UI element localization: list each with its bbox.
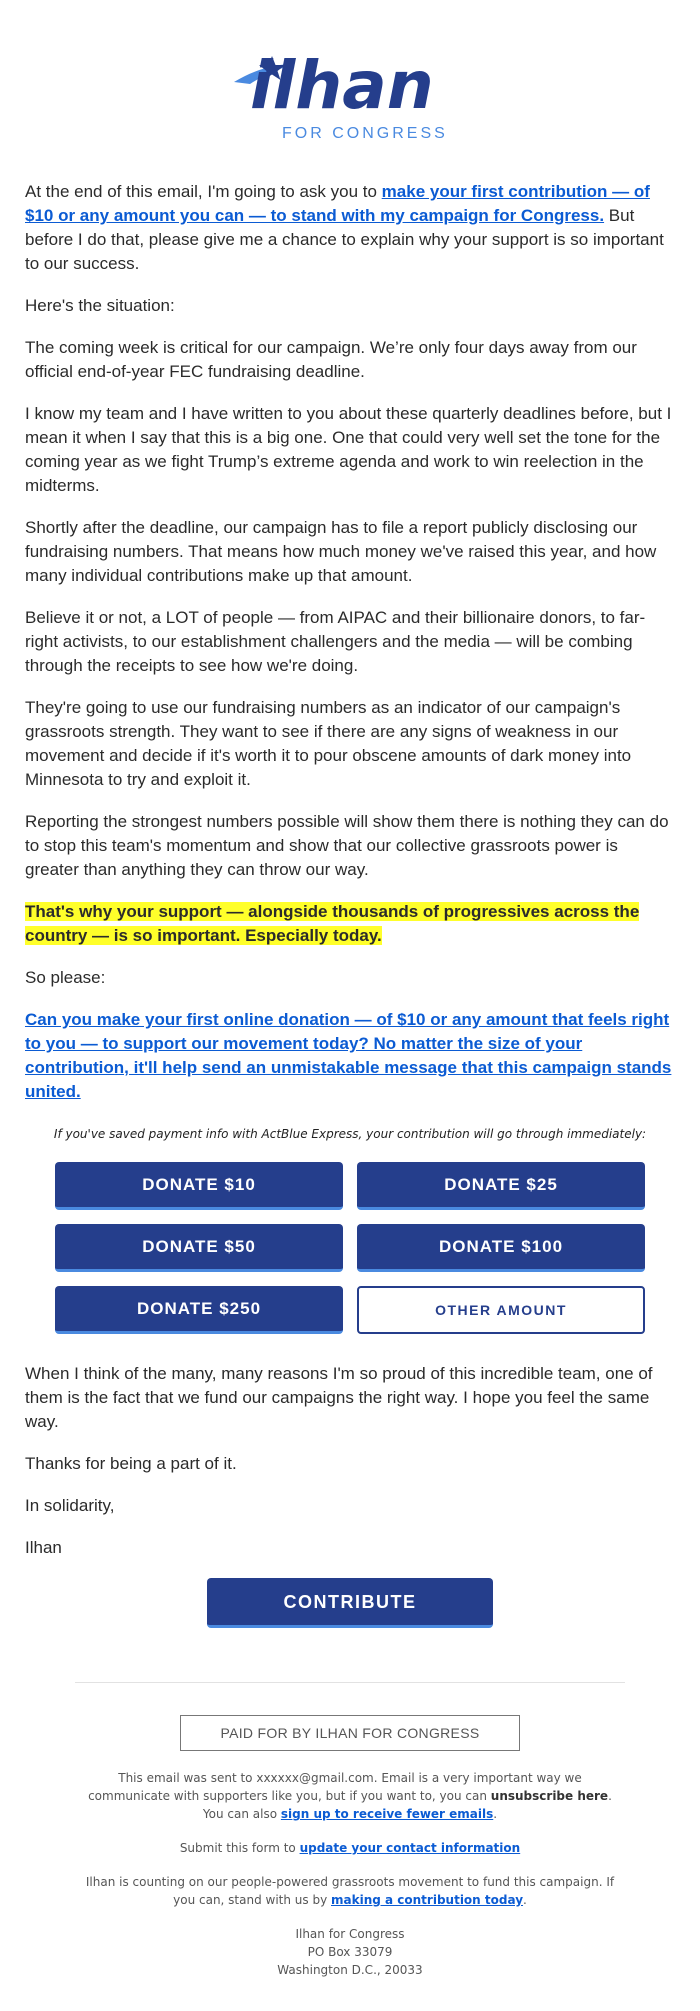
- donate-25-button[interactable]: DONATE $25: [357, 1162, 645, 1210]
- email-footer: [80, 1769, 620, 1979]
- so-please-paragraph: So please:: [25, 968, 106, 987]
- ask-paragraph: [25, 1008, 675, 1104]
- proud-paragraph: When I think of the many, many reasons I'm so proud of this incredible team, one of them is the fact that we fund our campaigns the right way. I hope you feel the same way.: [25, 1364, 653, 1431]
- svg-text:ilhan: ilhan: [250, 50, 434, 124]
- ilhan-logo-icon: [232, 50, 468, 142]
- address-line-1: Ilhan for Congress: [295, 1927, 405, 1941]
- situation-paragraph: Here's the situation:: [25, 296, 175, 315]
- make-contribution-link[interactable]: making a contribution today: [331, 1893, 524, 1907]
- donate-button-grid: [55, 1162, 645, 1334]
- sent-to-paragraph: This email was sent to xxxxxx@gmail.com. Email is a very important way we communicate with supporters like you, but if you want to, you can unsubscribe here. You can also sign up to receive fewer emails.: [88, 1771, 612, 1821]
- highlight-paragraph: That's why your support — alongside thousands of progressives across the country — is so important. Especially today.: [25, 902, 640, 945]
- intro-paragraph: At the end of this email, I'm going to ask you to make your first contribution — of $10 or any amount you can — to stand with my campaign for Congress. But before I do that, please give me a chance to explain why your support is so important to our success.: [25, 182, 664, 273]
- paid-for-box: PAID FOR BY ILHAN FOR CONGRESS: [180, 1715, 520, 1751]
- first-donation-link[interactable]: Can you make your first online donation — of $10 or any amount that feels right to you — to support our movement today? No matter the size of your contribution, it'll help send an unmistakable message that this campaign stands united.: [25, 1010, 672, 1101]
- donate-50-button[interactable]: DONATE $50: [55, 1224, 343, 1272]
- donate-100-button[interactable]: DONATE $100: [357, 1224, 645, 1272]
- other-amount-button[interactable]: OTHER AMOUNT: [357, 1286, 645, 1334]
- recipient-email: xxxxxx@gmail.com: [256, 1771, 374, 1785]
- update-info-paragraph: Submit this form to update your contact information: [179, 1841, 521, 1855]
- thanks-paragraph: Thanks for being a part of it.: [25, 1454, 237, 1473]
- signature: Ilhan: [25, 1538, 62, 1557]
- grassroots-paragraph: They're going to use our fundraising numbers as an indicator of our campaign's grassroots strength. They want to see if there are any signs of weakness in our movement and decide if it's worth it to pour obscene amounts of dark money into Minnesota to try and exploit it.: [25, 698, 632, 789]
- update-contact-link[interactable]: update your contact information: [299, 1841, 521, 1855]
- closing-section: [25, 1362, 675, 1560]
- donate-10-button[interactable]: DONATE $10: [55, 1162, 343, 1210]
- svg-text:FOR CONGRESS: FOR CONGRESS: [282, 125, 448, 142]
- grassroots-footer-paragraph: Ilhan is counting on our people-powered grassroots movement to fund this campaign. If you can, stand with us by making a contribution today.: [85, 1875, 615, 1907]
- solidarity-paragraph: In solidarity,: [25, 1496, 115, 1515]
- unsubscribe-link[interactable]: unsubscribe here: [490, 1789, 609, 1803]
- quarterly-paragraph: I know my team and I have written to you about these quarterly deadlines before, but I mean it when I say that this is a big one. One that could very well set the tone for the coming year as we fight Trump’s extreme agenda and work to win reelection in the midterms.: [25, 404, 672, 495]
- contribute-wrap: [25, 1578, 675, 1628]
- address-line-2: PO Box 33079: [307, 1945, 393, 1959]
- scrutiny-paragraph: Believe it or not, a LOT of people — from AIPAC and their billionaire donors, to far-right activists, to our establishment challengers and the media — will be combing through the receipts to see how we're doing.: [25, 608, 646, 675]
- actblue-express-note: If you've saved payment info with ActBlue Express, your contribution will go through immediately:: [53, 1127, 647, 1141]
- contribute-button[interactable]: CONTRIBUTE: [207, 1578, 493, 1628]
- deadline-paragraph: The coming week is critical for our campaign. We’re only four days away from our official end-of-year FEC fundraising deadline.: [25, 338, 637, 381]
- report-paragraph: Shortly after the deadline, our campaign has to file a report publicly disclosing our fundraising numbers. That means how much money we've raised this year, and how many individual contributions make up that amount.: [25, 518, 657, 585]
- first-contribution-link[interactable]: make your first contribution — of $10 or any amount you can — to stand with my campaign for Congress.: [25, 182, 650, 225]
- momentum-paragraph: Reporting the strongest numbers possible will show them there is nothing they can do to stop this team's momentum and show that our collective grassroots power is greater than anything they can throw our way.: [25, 812, 669, 879]
- donate-250-button[interactable]: DONATE $250: [55, 1286, 343, 1334]
- fewer-emails-link[interactable]: sign up to receive fewer emails: [280, 1807, 494, 1821]
- email-body: [0, 180, 700, 1628]
- footer-divider: [75, 1682, 625, 1683]
- address-line-3: Washington D.C., 20033: [277, 1963, 423, 1977]
- campaign-logo: [0, 0, 700, 180]
- mailing-address: [80, 1925, 620, 1979]
